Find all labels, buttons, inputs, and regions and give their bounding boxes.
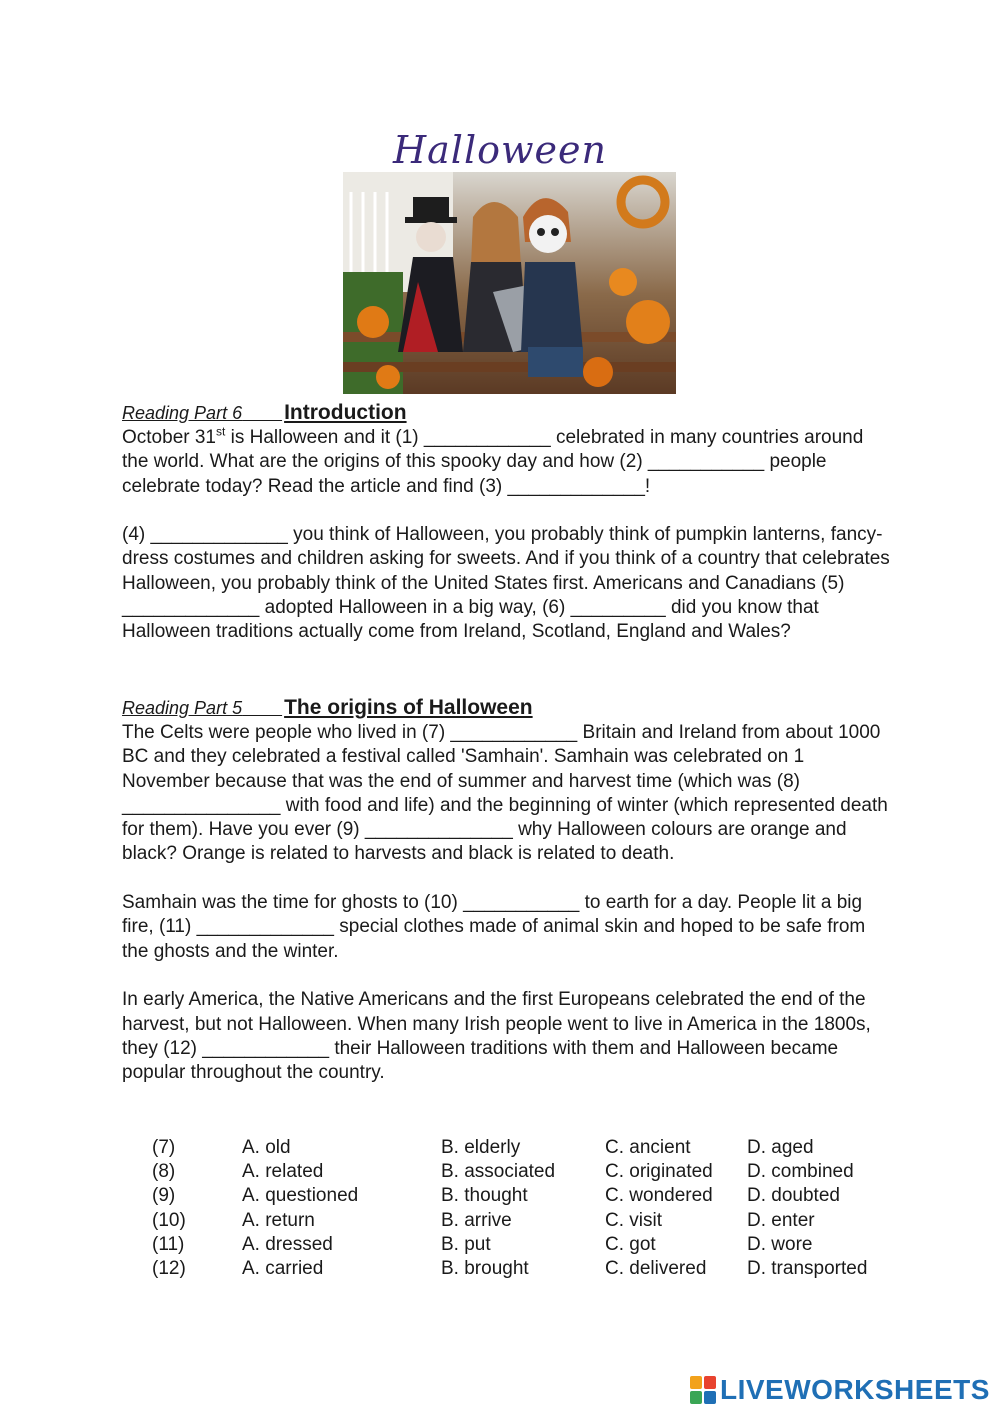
option-d[interactable]: D. enter — [747, 1209, 815, 1231]
option-a[interactable]: A. questioned — [242, 1185, 359, 1207]
option-c[interactable]: C. visit — [605, 1209, 662, 1231]
option-b[interactable]: B. elderly — [441, 1137, 521, 1158]
option-d[interactable]: D. combined — [747, 1161, 854, 1183]
question-number: (7) — [152, 1137, 176, 1158]
paragraph: October 31st is Halloween and it (1) ____________ celebrated in many countries around the world. What are the origins of this spooky day and how (2) ___________ people celebrate today? Read the article and find (3) _____________! — [122, 424, 864, 497]
option-c[interactable]: C. originated — [605, 1161, 713, 1183]
option-d[interactable]: D. wore — [747, 1233, 813, 1255]
part-label: Reading Part 5 — [122, 698, 243, 718]
logo-text: LIVEWORKSHEETS — [720, 1374, 990, 1405]
option-a[interactable]: A. return — [242, 1209, 315, 1231]
question-number: (11) — [152, 1233, 185, 1255]
option-b[interactable]: B. put — [441, 1233, 491, 1255]
option-d[interactable]: D. doubted — [747, 1185, 840, 1207]
option-a[interactable]: A. old — [242, 1137, 291, 1158]
option-a[interactable]: A. related — [242, 1161, 324, 1183]
option-row — [152, 1136, 912, 1160]
option-row — [152, 1160, 912, 1184]
section-intro-header — [122, 400, 892, 426]
liveworksheets-logo — [690, 1374, 990, 1406]
paragraph: The Celts were people who lived in (7) ____________ Britain and Ireland from about 1000 BC and they celebrated a festival called 'Samhain'. Samhain was celebrated on 1 November because that was the end of summer and harvest time (which was (8) _______________ with food and life) and the beginning of winter (which represented death for them). Have you ever (9) ______________ why Halloween colours are orange and black? Orange is related to harvests and black is related to death. — [122, 722, 888, 865]
option-c[interactable]: C. ancient — [605, 1137, 691, 1158]
option-b[interactable]: B. thought — [441, 1185, 528, 1207]
option-b[interactable]: B. arrive — [441, 1209, 512, 1231]
option-row — [152, 1209, 912, 1233]
paragraph: Samhain was the time for ghosts to (10) ___________ to earth for a day. People lit a big fire, (11) _____________ special clothes made of animal skin and hoped to be safe from the ghosts and the winter. — [122, 892, 866, 962]
option-a[interactable]: A. dressed — [242, 1233, 333, 1255]
option-row — [152, 1257, 912, 1281]
option-d[interactable]: D. aged — [747, 1137, 814, 1158]
page-title: Halloween — [393, 128, 607, 172]
question-number: (12) — [152, 1257, 186, 1279]
paragraph: In early America, the Native Americans and the first Europeans celebrated the end of the harvest, but not Halloween. When many Irish people went to live in America in the 1800s, they (12) ____________ their Halloween traditions with them and Halloween became popular throughout the country. — [122, 989, 871, 1084]
logo-icon — [690, 1376, 716, 1404]
paragraph: (4) _____________ you think of Halloween, you probably think of pumpkin lanterns, fancy-dress costumes and children asking for sweets. And if you think of a country that celebrates Halloween, you probably think of the United States first. Americans and Canadians (5) _____________ adopted Halloween in a big way, (6) _________ did you know that Halloween traditions actually come from Ireland, Scotland, England and Wales? — [122, 524, 890, 643]
section-origins — [122, 695, 892, 1085]
option-row — [152, 1233, 912, 1257]
option-b[interactable]: B. brought — [441, 1257, 529, 1279]
option-c[interactable]: C. delivered — [605, 1257, 707, 1279]
section-heading: Introduction — [284, 401, 407, 424]
question-number: (10) — [152, 1209, 186, 1231]
option-c[interactable]: C. got — [605, 1233, 656, 1255]
question-number: (9) — [152, 1185, 176, 1207]
part-label: Reading Part 6 — [122, 403, 243, 423]
option-b[interactable]: B. associated — [441, 1161, 556, 1183]
option-a[interactable]: A. carried — [242, 1257, 324, 1279]
option-d[interactable]: D. transported — [747, 1257, 868, 1279]
section-intro — [122, 400, 892, 645]
halloween-photo — [343, 172, 676, 394]
question-number: (8) — [152, 1161, 176, 1183]
section-origins-header — [122, 695, 892, 721]
option-row — [152, 1184, 912, 1208]
option-c[interactable]: C. wondered — [605, 1185, 713, 1207]
options-table — [152, 1136, 912, 1281]
section-heading: The origins of Halloween — [284, 696, 533, 719]
